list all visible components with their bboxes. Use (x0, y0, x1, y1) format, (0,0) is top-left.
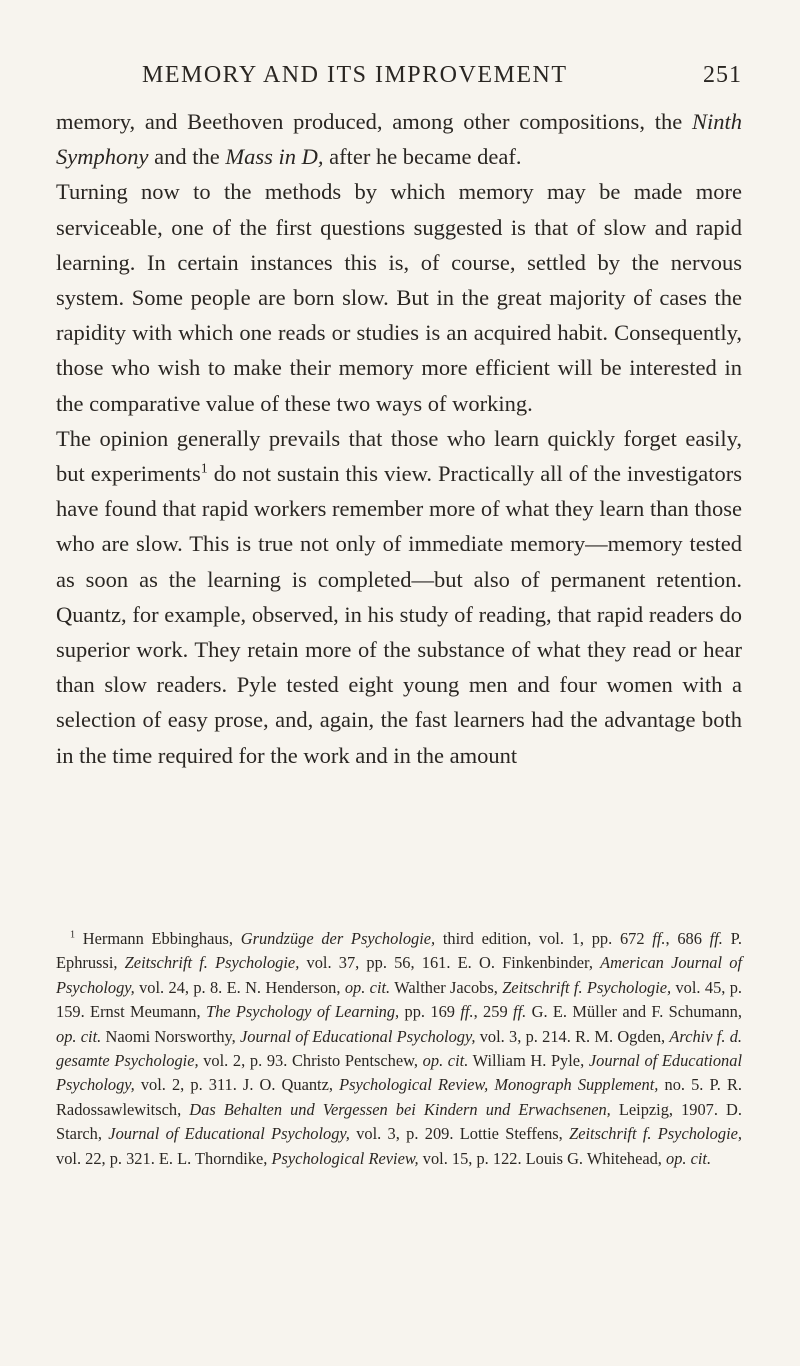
footnote-text: Leipzig, 1907. D. Starch, (56, 1099, 742, 1144)
paragraph-2: Turning now to the methods by which memory may be made more serviceable, one of the first questions suggested is that of slow and rapid learning. In certain instances this is, of course, settled by the nervous system. Some people are born slow. But in the great majority of cases the rapidity with which one reads or studies is an acquired habit. Consequently, those who wish to make their memory more efficient will be interested in the comparative value of these two ways of working. (56, 179, 742, 416)
footnote-text: G. E. Müller and F. Schumann, (526, 1002, 742, 1022)
footnote-text: no. 5. P. R. Radossawlewitsch, (56, 1075, 742, 1119)
paragraph-3-text: The opinion generally prevails that those who learn quickly forget easily, but experiments (56, 425, 742, 487)
footnote-1 (56, 927, 742, 1171)
citation-title: Grundzüge der Psychologie, (240, 929, 436, 948)
footnote-text: vol. 37, pp. 56, 161. E. O. Finkenbinder, (299, 953, 601, 973)
citation-title: Zeitschrift f. Psychologie, (569, 1124, 742, 1144)
citation-title: Zeitschrift f. Psychologie, (124, 953, 300, 973)
citation-abbrev: ff. (460, 1002, 474, 1022)
paragraph-1-text: after he became deaf. (323, 144, 522, 170)
footnote-text: vol. 3, p. 209. Lottie Steffens, (349, 1124, 570, 1144)
paragraph-3-text: do not sustain this view. Practically all of the investigators have found that rapid workers remember more of what they learn than those who are slow. This is true not only of immediate memory—memory tested as soon as the learning is completed—but also of permanent retention. Quantz, for example, observed, in his study of reading, that rapid readers do superior work. They retain more of the substance of what they read or hear than slow readers. Pyle tested eight young men and four women with a selection of easy prose, and, again, the fast learners had the advantage both in the time required for the work and in the amount (56, 461, 743, 768)
footnote-text: , 259 (473, 1002, 514, 1022)
work-title-mass-in-d: Mass in D, (225, 144, 324, 170)
citation-abbrev: ff. (513, 1002, 527, 1022)
body-text (56, 104, 742, 773)
footnote-text: vol. 15, p. 122. Louis G. Whitehead, (418, 1148, 667, 1168)
citation-abbrev: ff. (709, 929, 723, 948)
running-head (56, 62, 742, 102)
footnote-text: William H. Pyle, (468, 1051, 589, 1071)
citation-abbrev: op. cit. (666, 1148, 712, 1168)
citation-title: Journal of Educational Psychology, (56, 1051, 743, 1095)
footnote-text: , 686 (665, 929, 710, 948)
footnote-text: pp. 169 (399, 1002, 461, 1022)
footnote-text: vol. 3, p. 214. R. M. Ogden, (475, 1026, 670, 1046)
work-title-ninth-symphony: Ninth Symphony (56, 109, 742, 170)
page-number: 251 (703, 62, 742, 88)
footnote-text: Hermann Ebbinghaus, (75, 929, 241, 948)
paragraph-1 (56, 104, 742, 174)
footnote-text: vol. 24, p. 8. E. N. Henderson, (134, 977, 345, 997)
paragraph-3 (56, 421, 742, 773)
citation-title: American Journal of Psychology, (56, 953, 743, 997)
footnote-text: vol. 22, p. 321. E. L. Thorndike, (56, 1148, 272, 1168)
citation-title: The Psychology of Learning, (205, 1002, 400, 1022)
citation-title: Journal of Educational Psychology, (108, 1124, 350, 1144)
citation-title: Journal of Educational Psychology, (240, 1026, 476, 1046)
footnote-text: Naomi Norsworthy, (101, 1026, 241, 1046)
footnote-text: vol. 45, p. 159. Ernst Meumann, (56, 977, 743, 1022)
citation-abbrev: op. cit. (344, 977, 391, 997)
citation-title: Psychological Review, (271, 1148, 419, 1168)
citation-abbrev: op. cit. (422, 1051, 469, 1071)
citation-title: Das Behalten und Vergessen bei Kindern und Erwachsenen, (189, 1099, 611, 1119)
footnote-marker: 1 (70, 929, 76, 941)
running-title: MEMORY AND ITS IMPROVEMENT (142, 62, 568, 88)
citation-title: Psychological Review, Monograph Supplement, (339, 1075, 659, 1095)
paragraph-1-text: and the (148, 144, 226, 170)
citation-abbrev: ff. (652, 929, 666, 948)
footnotes (56, 927, 742, 1171)
citation-abbrev: op. cit. (56, 1026, 102, 1046)
footnote-text: P. Ephrussi, (56, 929, 742, 973)
citation-title: Zeitschrift f. Psychologie, (502, 977, 672, 997)
footnote-reference[interactable]: 1 (200, 461, 208, 477)
citation-title: Archiv f. d. gesamte Psychologie, (56, 1026, 742, 1071)
footnote-text: third edition, vol. 1, pp. 672 (435, 929, 653, 948)
footnote-text: vol. 2, p. 311. J. O. Quantz, (134, 1075, 340, 1095)
footnote-text: vol. 2, p. 93. Christo Pentschew, (198, 1051, 423, 1071)
paragraph-1-text: memory, and Beethoven produced, among other compositions, the (56, 109, 692, 134)
footnote-text: Walther Jacobs, (390, 977, 503, 997)
